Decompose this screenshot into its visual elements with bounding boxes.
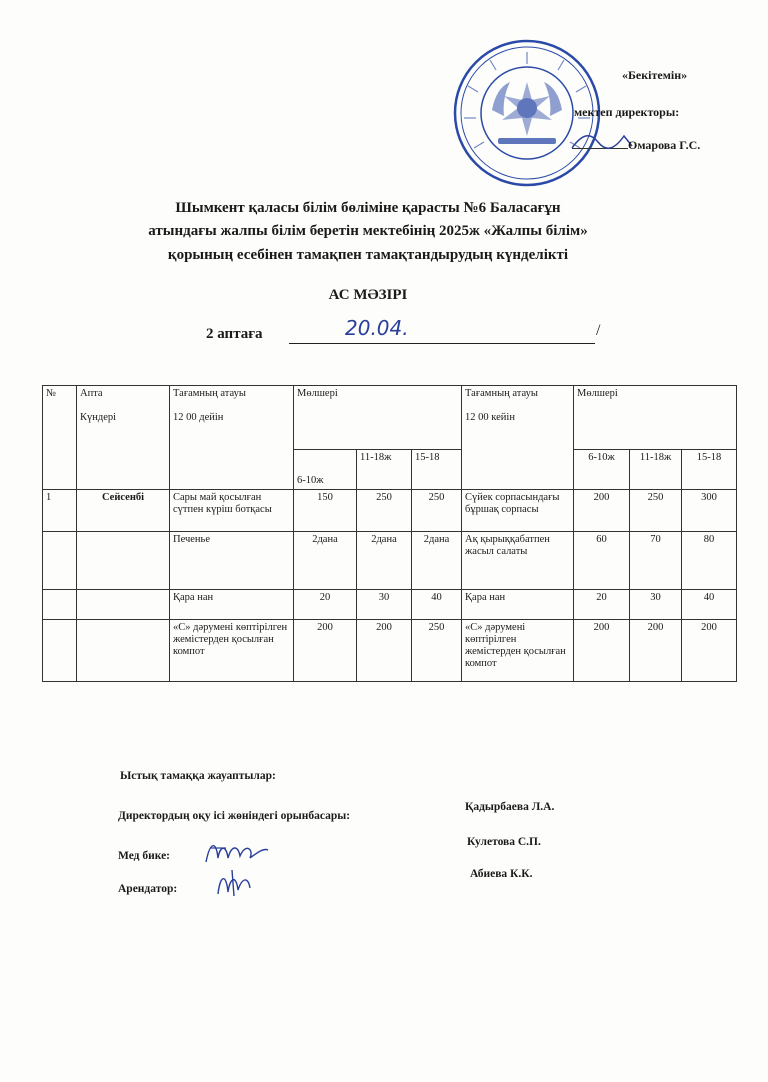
tenant-label: Арендатор: — [118, 883, 178, 895]
row-amount: 200 — [682, 620, 737, 682]
row-amount: 250 — [412, 620, 462, 682]
row-dish2: Сүйек сорпасындағы бұршақ сорпасы — [462, 490, 574, 532]
row-no — [43, 532, 77, 590]
row-no — [43, 590, 77, 620]
row-amount: 200 — [574, 620, 630, 682]
row-amount: 30 — [357, 590, 412, 620]
row-dish2: Қара нан — [462, 590, 574, 620]
deputy-label: Директордың оқу ісі жөніндегі орынбасары: — [118, 810, 351, 822]
approval-title: «Бекітемін» — [622, 68, 688, 82]
nurse-label: Мед бике: — [118, 850, 170, 862]
age-group-cell: 11-18ж — [357, 450, 412, 490]
header-dish2-label: Тағамның атауы — [465, 388, 538, 399]
row-amount: 250 — [357, 490, 412, 532]
row-dish1: Қара нан — [170, 590, 294, 620]
heading-line-2: атындағы жалпы білім беретін мектебінің 2025ж «Жалпы білім» — [148, 223, 588, 239]
row-amount: 200 — [574, 490, 630, 532]
age-group-cell: 11-18ж — [630, 450, 682, 490]
header-dish-before-noon — [170, 386, 294, 490]
row-amount: 300 — [682, 490, 737, 532]
header-time1-label: 12 00 дейін — [173, 412, 224, 423]
approval-name: Омарова Г.С. — [628, 138, 701, 152]
row-amount: 80 — [682, 532, 737, 590]
row-amount: 40 — [682, 590, 737, 620]
responsible-name: Абиева К.К. — [470, 868, 533, 880]
header-dish-after-noon — [462, 386, 574, 490]
age-group-cell: 6-10ж — [294, 450, 357, 490]
header-days-label: Күндері — [80, 412, 117, 423]
table-row — [43, 490, 737, 532]
age-group-cell: 6-10ж — [574, 450, 630, 490]
heading-line-1: Шымкент қаласы білім бөліміне қарасты №6 Баласағұн — [175, 200, 561, 216]
row-amount: 150 — [294, 490, 357, 532]
row-amount: 2дана — [294, 532, 357, 590]
row-amount: 250 — [412, 490, 462, 532]
row-day — [77, 620, 170, 682]
menu-title: АС МӘЗІРІ — [328, 287, 408, 303]
week-underline — [289, 343, 595, 344]
responsible-name: Қадырбаева Л.А. — [465, 801, 555, 813]
row-amount: 250 — [630, 490, 682, 532]
tenant-signature-icon — [212, 866, 256, 900]
row-amount: 200 — [630, 620, 682, 682]
week-label: 2 аптаға — [206, 326, 263, 342]
row-day — [77, 532, 170, 590]
table-row — [43, 590, 737, 620]
row-dish2: «С» дәрумені көптірілген жемістерден қосылған компот — [462, 620, 574, 682]
age-group-cell: 15-18 — [682, 450, 737, 490]
row-amount: 200 — [357, 620, 412, 682]
header-amount2: Мөлшері — [574, 386, 737, 450]
row-amount: 60 — [574, 532, 630, 590]
nurse-signature-icon — [200, 836, 272, 870]
row-amount: 70 — [630, 532, 682, 590]
row-no — [43, 620, 77, 682]
header-amount1: Мөлшері — [294, 386, 462, 450]
row-no: 1 — [43, 490, 77, 532]
row-dish1: Сары май қосылған сүтпен күріш ботқасы — [170, 490, 294, 532]
table-row — [43, 620, 737, 682]
menu-table — [42, 385, 736, 689]
row-amount: 40 — [412, 590, 462, 620]
week-slash: / — [596, 322, 601, 339]
responsible-label: Ыстық тамаққа жауаптылар: — [120, 770, 276, 782]
row-amount: 200 — [294, 620, 357, 682]
heading-line-3: қорының есебінен тамақпен тамақтандырудың күнделікті — [167, 247, 569, 263]
row-amount: 20 — [574, 590, 630, 620]
row-dish1: «С» дәрумені көптірілген жемістерден қосылған компот — [170, 620, 294, 682]
row-day — [77, 590, 170, 620]
row-amount: 2дана — [357, 532, 412, 590]
header-time2-label: 12 00 кейін — [465, 412, 515, 423]
header-no: № — [43, 386, 77, 490]
row-dish1: Печенье — [170, 532, 294, 590]
table-row — [43, 532, 737, 590]
row-amount: 2дана — [412, 532, 462, 590]
header-week-label: Апта — [80, 388, 103, 399]
week-date-handwritten: 20.04. — [345, 316, 409, 340]
row-amount: 30 — [630, 590, 682, 620]
header-dish1-label: Тағамның атауы — [173, 388, 246, 399]
responsible-name: Кулетова С.П. — [467, 836, 541, 848]
age-group-cell: 15-18 — [412, 450, 462, 490]
approval-role: мектеп директоры: — [574, 105, 680, 119]
row-day: Сейсенбі — [77, 490, 170, 532]
header-week — [77, 386, 170, 490]
row-amount: 20 — [294, 590, 357, 620]
row-dish2: Ақ қырыққабатпен жасыл салаты — [462, 532, 574, 590]
